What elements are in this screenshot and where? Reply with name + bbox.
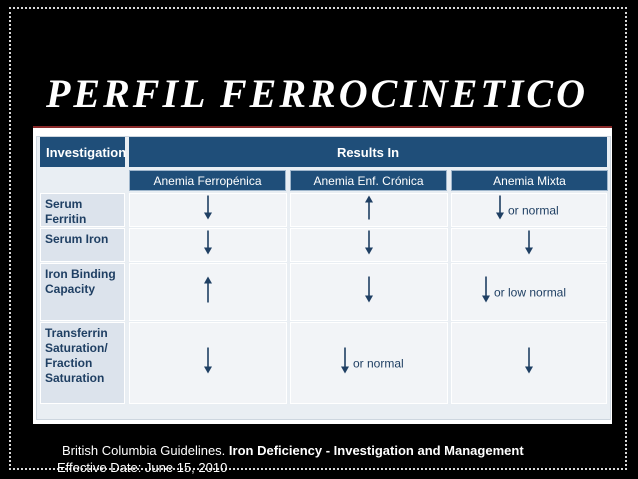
result-cell — [129, 193, 287, 227]
table-figure — [33, 126, 612, 424]
result-cell — [129, 228, 287, 262]
result-cell — [129, 263, 287, 321]
arrow-down-icon — [525, 231, 533, 260]
result-note: or normal — [353, 356, 404, 370]
table-row — [40, 263, 607, 321]
arrow-up-icon — [204, 277, 212, 308]
result-cell — [290, 193, 448, 227]
result-cell — [451, 263, 607, 321]
effective-date: Effective Date: June 15, 2010 — [57, 460, 228, 475]
result-cell — [290, 263, 448, 321]
arrow-down-icon — [341, 348, 349, 379]
source-prefix: British Columbia Guidelines. — [62, 443, 226, 458]
result-note: or normal — [508, 203, 559, 217]
table-row — [40, 193, 607, 227]
result-cell — [290, 322, 448, 404]
result-note: or low normal — [494, 285, 567, 299]
arrow-down-icon — [365, 231, 373, 260]
row-label: Transferrin Saturation/ Fraction Saturation — [40, 322, 125, 404]
arrow-down-icon — [496, 196, 504, 225]
arrow-down-icon — [482, 277, 490, 308]
arrow-up-icon — [365, 196, 373, 225]
row-label: Serum Ferritin — [40, 193, 125, 227]
arrow-down-icon — [365, 277, 373, 308]
column-header-ferropenica: Anemia Ferropénica — [129, 170, 286, 191]
row-label: Serum Iron — [40, 228, 125, 262]
result-cell — [451, 193, 607, 227]
table-row — [40, 228, 607, 262]
investigation-header: Investigation — [40, 137, 125, 167]
table-row — [40, 322, 607, 404]
row-label: Iron Binding Capacity — [40, 263, 125, 321]
arrow-down-icon — [204, 348, 212, 379]
arrow-down-icon — [525, 348, 533, 379]
source-citation — [62, 443, 524, 458]
result-cell — [129, 322, 287, 404]
slide-title: PERFIL FERROCINETICO — [46, 71, 588, 116]
results-table — [36, 136, 611, 420]
column-header-mixta: Anemia Mixta — [451, 170, 608, 191]
result-cell — [451, 322, 607, 404]
result-cell — [451, 228, 607, 262]
source-title: Iron Deficiency - Investigation and Management — [228, 443, 524, 458]
column-header-enf-cronica: Anemia Enf. Crónica — [290, 170, 447, 191]
result-cell — [290, 228, 448, 262]
arrow-down-icon — [204, 231, 212, 260]
arrow-down-icon — [204, 196, 212, 225]
results-header: Results In — [129, 137, 607, 167]
